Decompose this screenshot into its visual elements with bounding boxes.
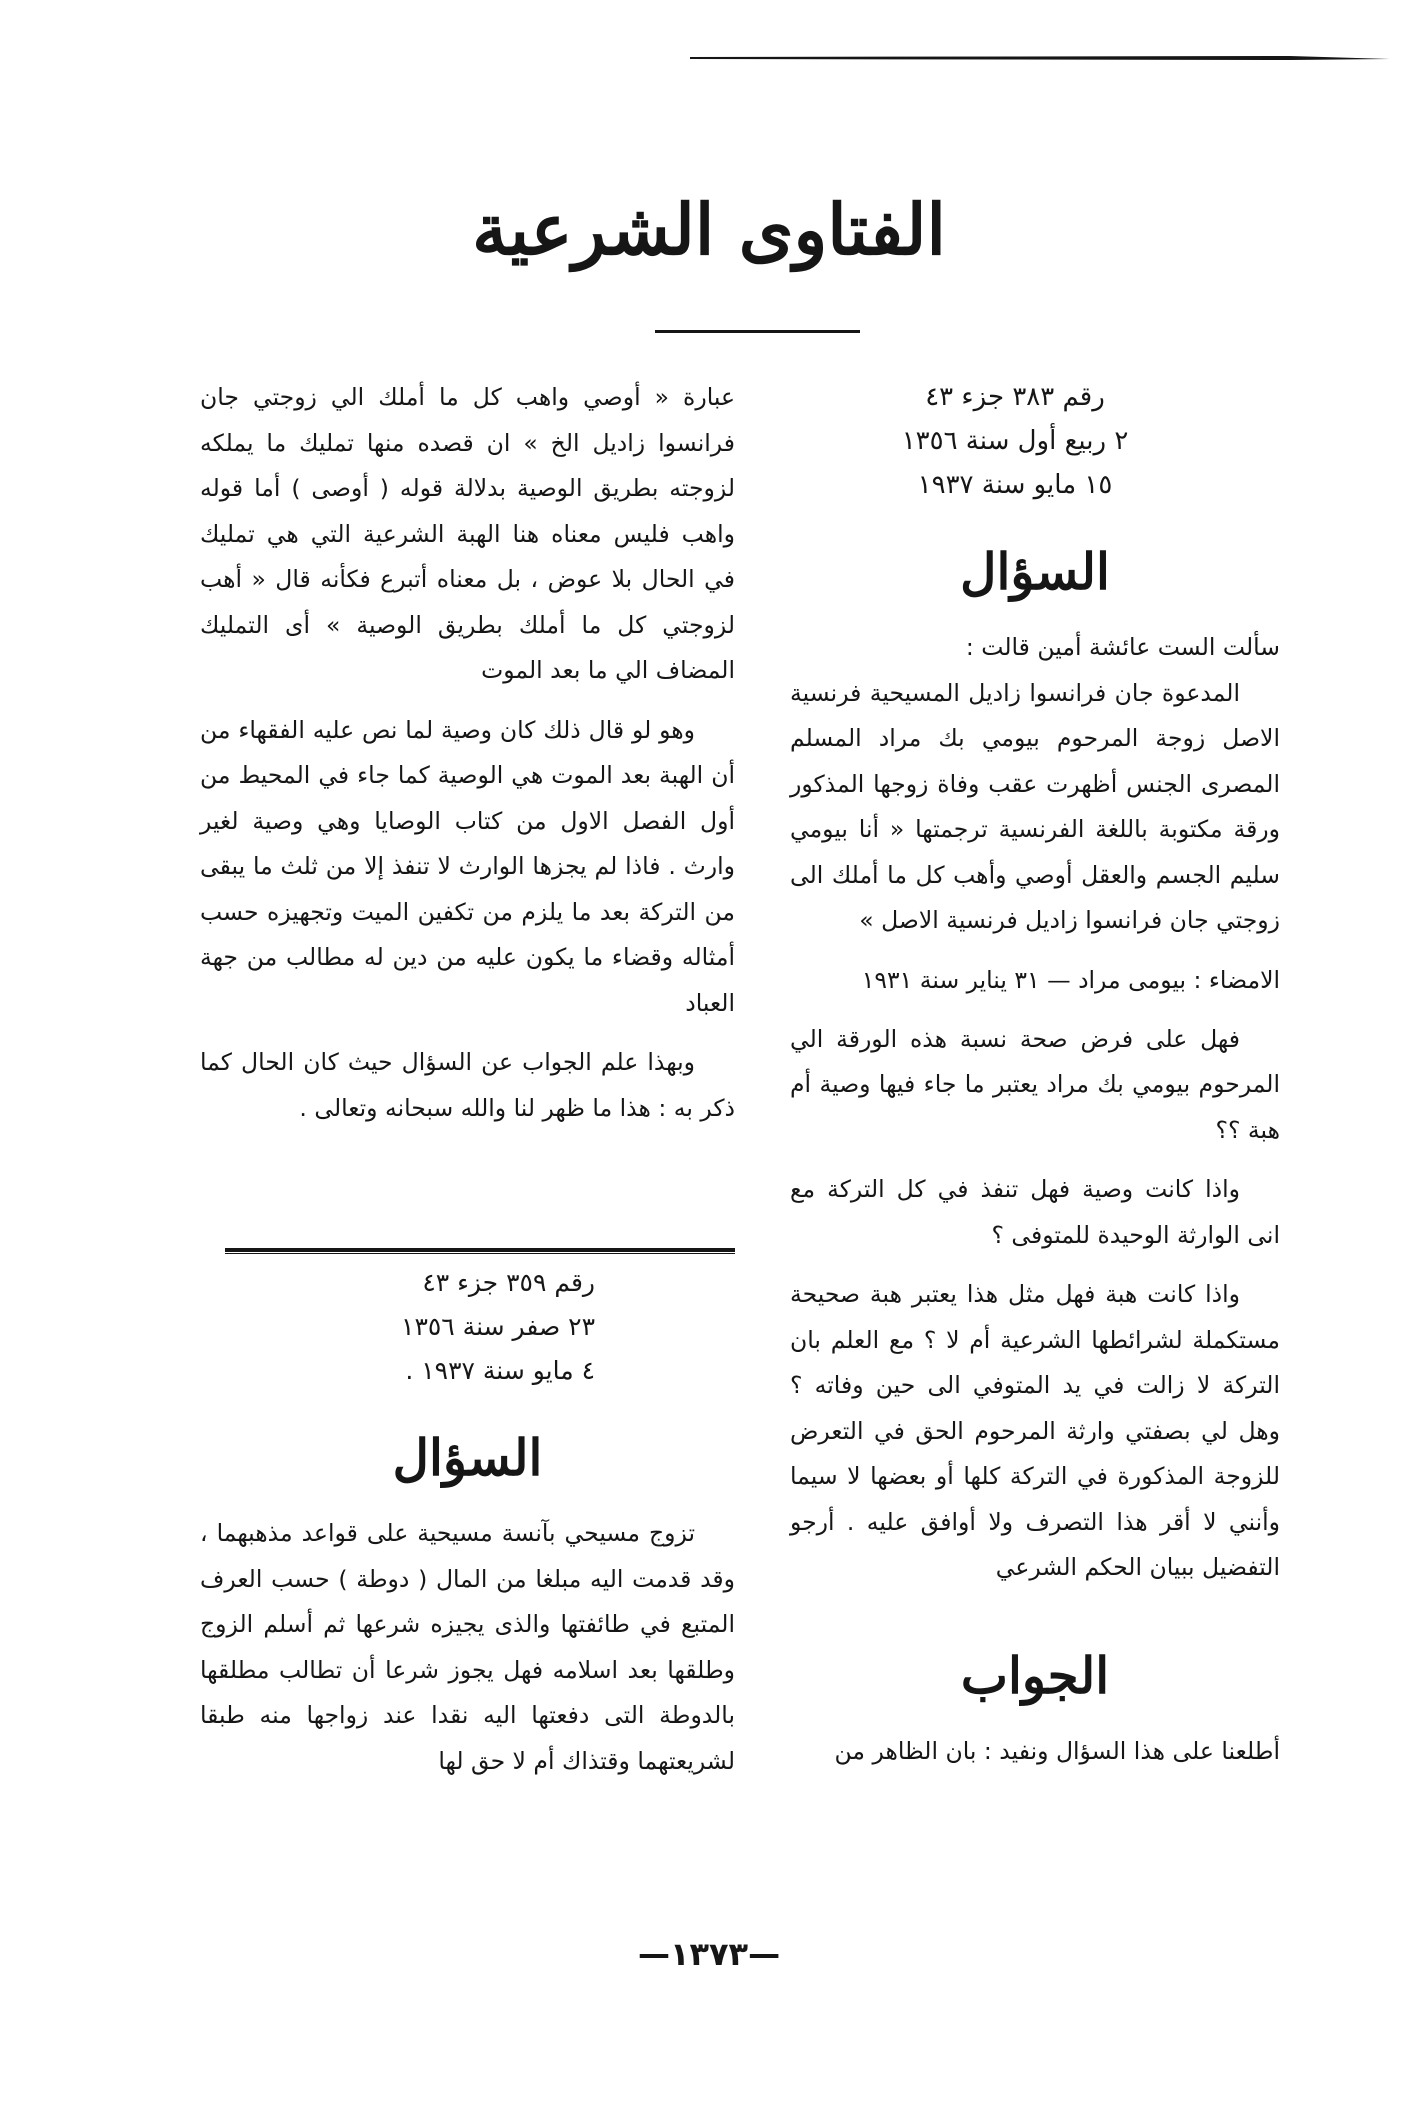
section-separator-rule	[225, 1247, 735, 1255]
fatwa1-reference	[790, 375, 1280, 507]
title-underline	[655, 330, 860, 333]
fatwa2-reference	[200, 1261, 735, 1393]
fatwa1-answer-paragraph: عبارة « أوصي واهب كل ما أملك الي زوجتي جان فرانسوا زاديل الخ » ان قصده منها تمليك ما يملكه لزوجته بطريق الوصية بدلالة قوله ( أوصى ) أما قوله واهب فليس معناه هنا الهبة الشرعية التي هي تمليك في الحال بلا عوض ، بل معناه أتبرع فكأنه قال « أهب لزوجتي كل ما أملك بطريق الوصية » أى التمليك المضاف الي ما بعد الموت	[200, 383, 735, 684]
fatwa1-ref-number: رقم ٣٨٣ جزء ٤٣	[925, 382, 1105, 412]
top-decorative-rule	[690, 55, 1390, 61]
fatwa2-hijri-date: ٢٣ صفر سنة ١٣٥٦	[401, 1312, 595, 1341]
fatwa2-gregorian-date: ٤ مايو سنة ١٩٣٧ .	[405, 1356, 595, 1385]
left-column	[200, 375, 735, 1784]
page-title: الفتاوى الشرعية	[472, 188, 946, 271]
fatwa1-question-intro: سألت الست عائشة أمين قالت :	[965, 633, 1280, 661]
fatwa1-question-paragraph-3: واذا كانت وصية فهل تنفذ في كل التركة مع انى الوارثة الوحيدة للمتوفى ؟	[790, 1175, 1280, 1249]
fatwa1-question-paragraph-2: فهل على فرض صحة نسبة هذه الورقة الي المرحوم بيومي بك مراد يعتبر ما جاء فيها وصية أم هبة ؟؟	[790, 1024, 1280, 1144]
fatwa1-answer-paragraph-2: وهو لو قال ذلك كان وصية لما نص عليه الفقهاء من أن الهبة بعد الموت هي الوصية كما جاء في المحيط من أول الفصل الاول من كتاب الوصايا وهي وصية لغير وارث . فاذا لم يجزها الوارث لا تنفذ إلا من ثلث ما يبقى من التركة بعد ما يلزم من تكفين الميت وتجهيزه حسب أمثاله وقضاء ما يكون عليه من دين له مطالب من جهة العباد	[200, 715, 735, 1017]
fatwa1-question-paragraph-4: واذا كانت هبة فهل مثل هذا يعتبر هبة صحيحة مستكملة لشرائطها الشرعية أم لا ؟ مع العلم بان التركة لا زالت في يد المتوفي الى حين وفاته ؟ وهل لي بصفتي وارثة المرحوم الحق في التعرض للزوجة المذكورة في التركة كلها أو بعضها لا سيما وأنني لا أقر هذا التصرف ولا أوافق عليه . أرجو التفضيل ببيان الحكم الشرعي	[790, 1280, 1280, 1581]
fatwa2-question-heading: السؤال	[392, 1428, 543, 1487]
fatwa1-question-heading: السؤال	[960, 542, 1110, 601]
fatwa1-answer-heading: الجواب	[960, 1645, 1110, 1705]
fatwa1-gregorian-date: ١٥ مايو سنة ١٩٣٧	[917, 470, 1113, 500]
right-column	[790, 375, 1280, 1774]
fatwa2-question-paragraph: تزوج مسيحي بآنسة مسيحية على قواعد مذهبهما ، وقد قدمت اليه مبلغا من المال ( دوطة ) حسب العرف المتبع في طائفتها والذى يجيزه شرعها ثم أسلم الزوج وطلقها بعد اسلامه فهل يجوز شرعا أن تطالب مطلقها بالدوطة التى دفعتها اليه نقدا عند زواجها منه طبقا لشريعتهما وقتذاك أم لا حق لها	[200, 1519, 735, 1775]
fatwa1-hijri-date: ٢ ربيع أول سنة ١٣٥٦	[901, 426, 1129, 456]
fatwa2-ref-number: رقم ٣٥٩ جزء ٤٣	[422, 1268, 595, 1297]
fatwa1-signature: الامضاء : بيومى مراد — ٣١ يناير سنة ١٩٣١	[861, 965, 1280, 994]
fatwa1-answer-paragraph-3: وبهذا علم الجواب عن السؤال حيث كان الحال كما ذكر به : هذا ما ظهر لنا والله سبحانه وتعالى .	[200, 1048, 735, 1122]
page-number: —١٣٧٣—	[637, 1935, 781, 1973]
fatwa1-answer-start: أطلعنا على هذا السؤال ونفيد : بان الظاهر من	[834, 1736, 1280, 1765]
fatwa1-question-paragraph: المدعوة جان فرانسوا زاديل المسيحية فرنسية الاصل زوجة المرحوم بيومي بك مراد المسلم المصرى الجنس أظهرت عقب وفاة زوجها المذكور ورقة مكتوبة باللغة الفرنسية ترجمتها « أنا بيومي سليم الجسم والعقل أوصي وأهب كل ما أملك الى زوجتي جان فرانسوا زاديل فرنسية الاصل »	[790, 678, 1280, 934]
